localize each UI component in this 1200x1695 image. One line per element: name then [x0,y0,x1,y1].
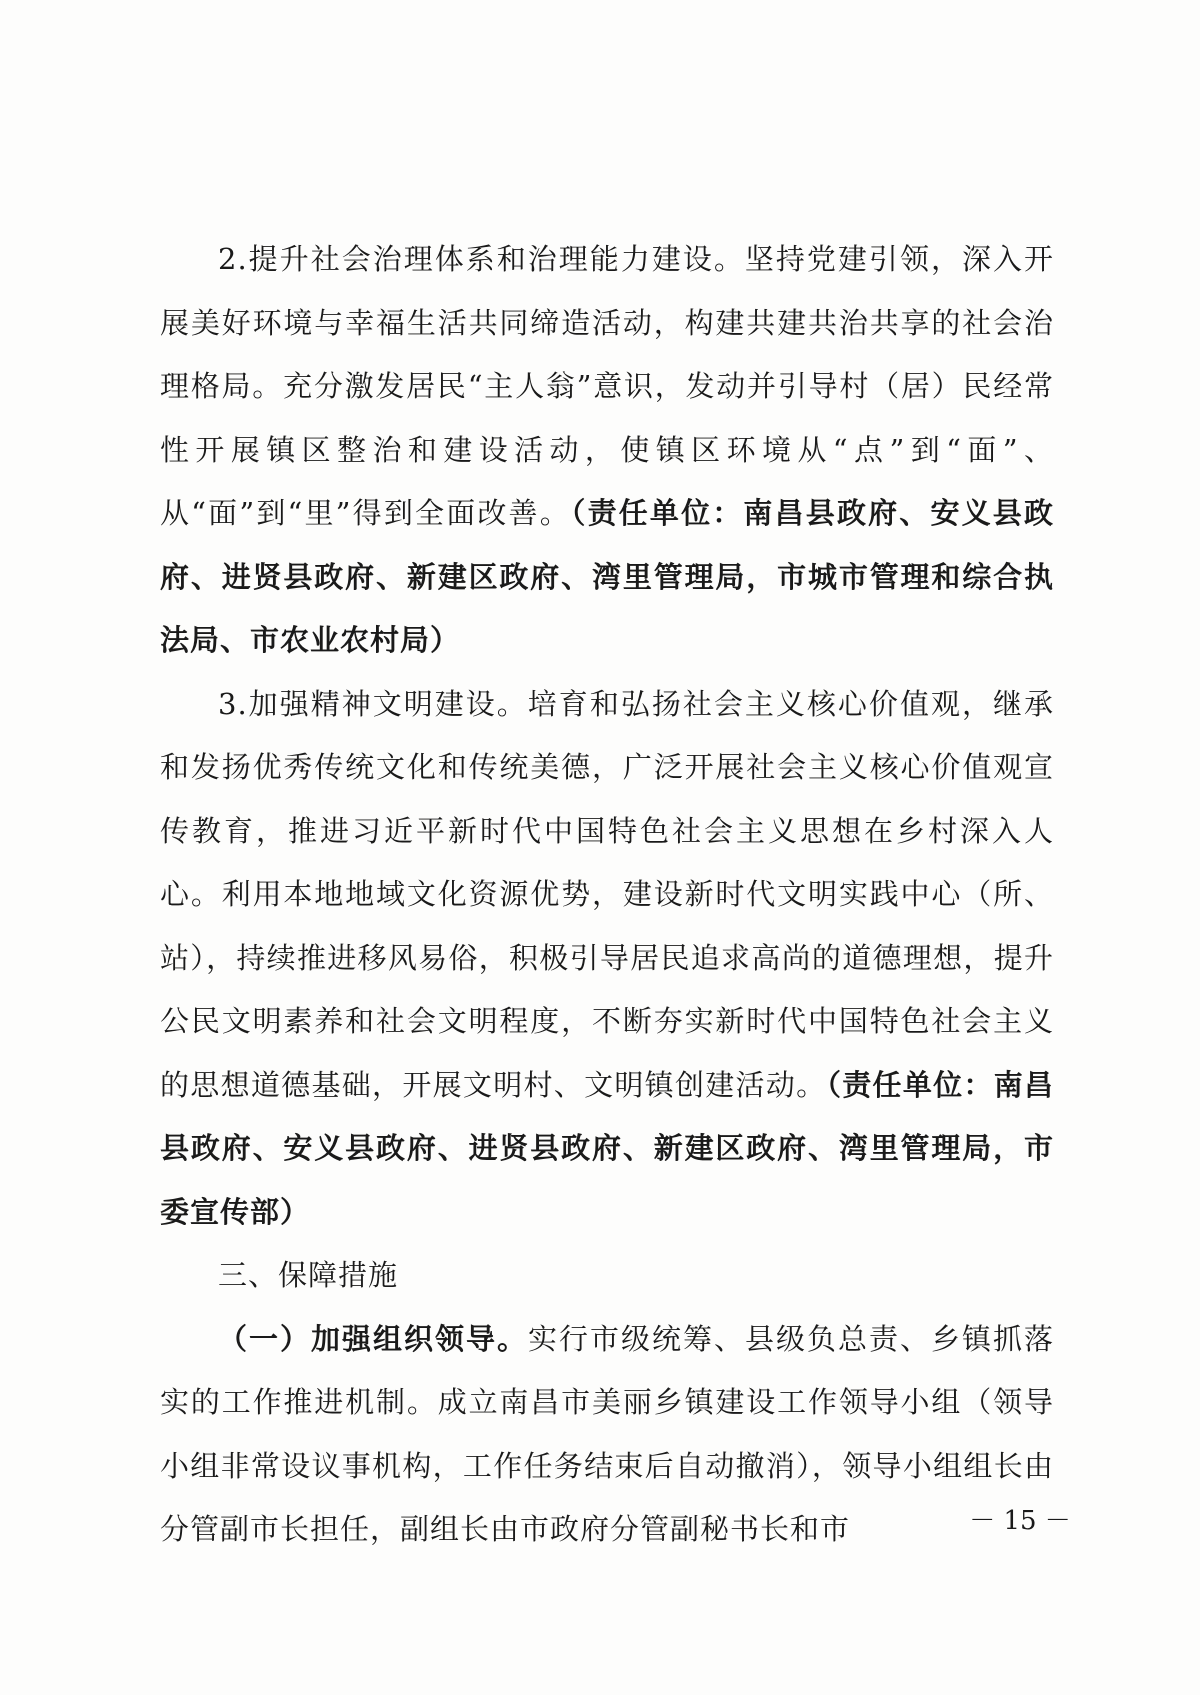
paragraph-organization-leadership [160,1308,1054,1562]
section-heading: 三、保障措施 [218,1258,399,1292]
paragraph-text: 3.加强精神文明建设。培育和弘扬社会主义核心价值观，继承和发扬优秀传统文化和传统美德，广泛开展社会主义核心价值观宣传教育，推进习近平新时代中国特色社会主义思想在乡村深入人心。利用本地地域文化资源优势，建设新时代文明实践中心（所、站），持续推进移风易俗，积极引导居民追求高尚的道德理想，提升公民文明素养和社会文明程度，不断夯实新时代中国特色社会主义的思想道德基础，开展文明村、文明镇创建活动。 [160,686,1054,1102]
paragraph-text: 2.提升社会治理体系和治理能力建设。坚持党建引领，深入开展美好环境与幸福生活共同缔造活动，构建共建共治共享的社会治理格局。充分激发居民“主人翁”意识，发动并引导村（居）民经常性开展镇区整治和建设活动，使镇区环境从“点”到“面”、从“面”到“里”得到全面改善。 [160,242,1054,530]
responsible-units: （责任单位：南昌县政府、安义县政府、进贤县政府、新建区政府、湾里管理局，市委宣传部） [160,1067,1054,1229]
paragraph-social-governance [160,228,1054,673]
page-number: － 15 － [969,1506,1071,1536]
paragraph-spiritual-civilization [160,673,1054,1245]
subsection-heading: （一）加强组织领导。 [218,1321,528,1356]
document-body [160,228,1054,1562]
responsible-units: （责任单位：南昌县政府、安义县政府、进贤县政府、新建区政府、湾里管理局，市城市管理和综合执法局、市农业农村局） [160,496,1054,657]
paragraph-text: 实行市级统筹、县级负总责、乡镇抓落实的工作推进机制。成立南昌市美丽乡镇建设工作领导小组（领导小组非常设议事机构，工作任务结束后自动撤消），领导小组组长由分管副市长担任，副组长由市政府分管副秘书长和市 [160,1321,1054,1546]
